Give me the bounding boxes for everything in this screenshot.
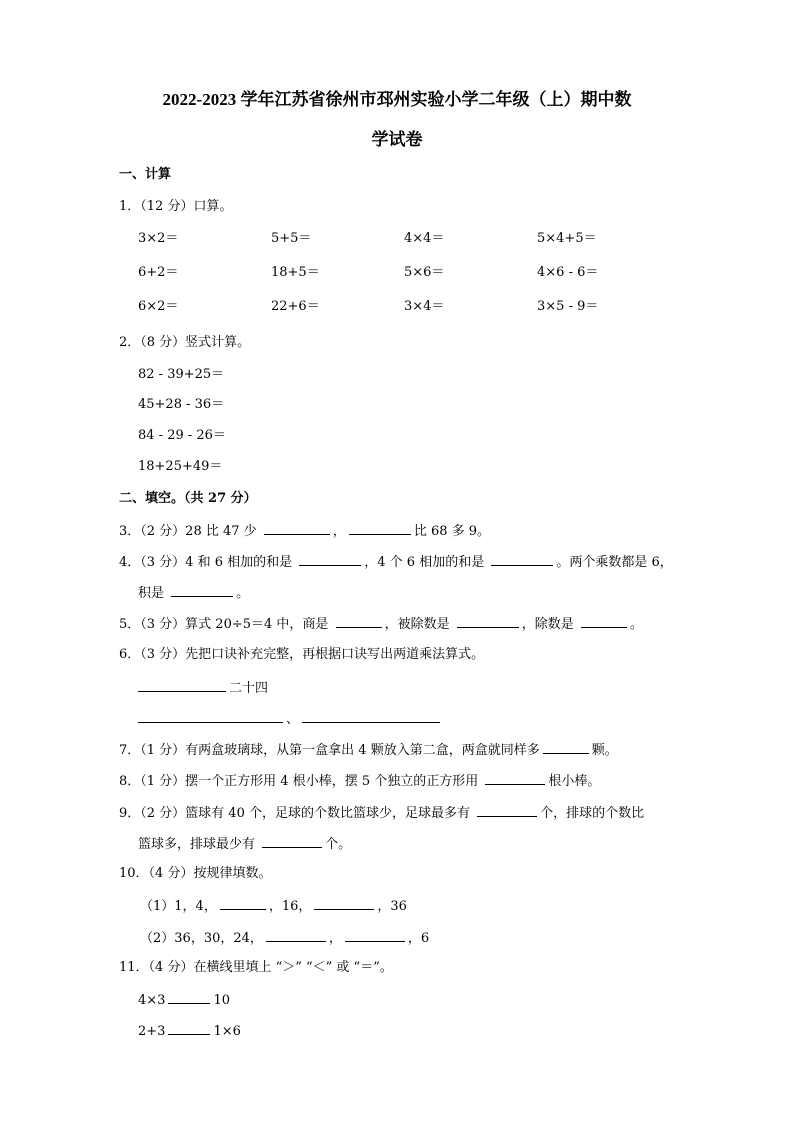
- question-3-text-c: 比 68 多 9。: [413, 524, 491, 539]
- comparison-left: 4×3: [138, 993, 166, 1008]
- question-4-text-e: 。: [236, 586, 250, 601]
- comparison-item: [138, 990, 230, 1010]
- question-5-text-b: ，被除数是: [384, 617, 450, 632]
- question-4-text-c: 。两个乘数都是 6，: [556, 555, 673, 570]
- answer-blank[interactable]: [543, 740, 589, 754]
- mental-math-item: 6+2＝: [138, 265, 179, 280]
- answer-blank[interactable]: [349, 521, 411, 535]
- question-6-equation-line: [138, 709, 443, 729]
- answer-blank[interactable]: [266, 928, 326, 942]
- answer-blank[interactable]: [138, 678, 226, 692]
- comparison-item: [138, 1021, 241, 1041]
- answer-blank[interactable]: [138, 709, 283, 723]
- question-2-stem: 2．（8 分）竖式计算。: [119, 335, 251, 350]
- question-7: [119, 740, 618, 760]
- answer-blank[interactable]: [171, 583, 233, 597]
- answer-blank[interactable]: [220, 896, 266, 910]
- answer-blank[interactable]: [457, 614, 519, 628]
- column-calc-item: 45+28 - 36＝: [138, 397, 225, 412]
- question-8: [119, 771, 600, 791]
- comparison-right: 1×6: [213, 1024, 241, 1039]
- question-9-text-c: 篮球多，排球最少有: [138, 837, 256, 852]
- answer-blank[interactable]: [168, 1021, 210, 1035]
- question-4-text-d: 积是: [138, 586, 165, 601]
- comparison-left: 2+3: [138, 1024, 166, 1039]
- answer-blank[interactable]: [168, 990, 210, 1004]
- section-1-heading: 一、计算: [119, 167, 172, 182]
- mental-math-item: 5×6＝: [404, 265, 445, 280]
- answer-blank[interactable]: [314, 896, 374, 910]
- question-7-text-a: 7．（1 分）有两盒玻璃球，从第一盒拿出 4 颗放入第二盒，两盒就同样多: [119, 743, 540, 758]
- answer-blank[interactable]: [581, 614, 627, 628]
- mental-math-item: 3×2＝: [138, 231, 179, 246]
- question-8-text-b: 根小棒。: [548, 774, 601, 789]
- document-title-line-1: 2022-2023 学年江苏省徐州市邳州实验小学二年级（上）期中数: [162, 90, 632, 109]
- separator: 、: [286, 712, 300, 727]
- answer-blank[interactable]: [485, 771, 545, 785]
- mental-math-item: 6×2＝: [138, 299, 179, 314]
- question-6-rhyme-line: [138, 678, 268, 698]
- mental-math-item: 3×5 - 9＝: [537, 299, 599, 314]
- sequence-text: ，: [328, 931, 342, 946]
- question-9-line-1: [119, 803, 644, 823]
- question-4-text-a: 4．（3 分）4 和 6 相加的和是: [119, 555, 293, 570]
- question-3-text-b: ，: [332, 524, 346, 539]
- question-5-text-a: 5．（3 分）算式 20÷5＝4 中，商是: [119, 617, 329, 632]
- section-2-heading: 二、填空。（共 27 分）: [119, 491, 257, 506]
- question-9-text-d: 个。: [325, 837, 352, 852]
- column-calc-item: 82 - 39+25＝: [138, 367, 225, 382]
- question-6-stem: 6．（3 分）先把口诀补充完整，再根据口诀写出两道乘法算式。: [119, 647, 485, 662]
- question-4-text-b: ，4 个 6 相加的和是: [364, 555, 485, 570]
- sequence-text: ，16，: [268, 899, 312, 914]
- question-9-text-a: 9．（2 分）篮球有 40 个，足球的个数比篮球少，足球最多有: [119, 806, 470, 821]
- answer-blank[interactable]: [491, 552, 553, 566]
- answer-blank[interactable]: [477, 803, 537, 817]
- question-1-stem: 1．（12 分）口算。: [119, 199, 233, 214]
- question-5-text-c: ，除数是: [521, 617, 574, 632]
- question-10-part-2: [140, 928, 429, 948]
- sequence-text: （2）36，30，24，: [140, 931, 263, 946]
- answer-blank[interactable]: [302, 709, 440, 723]
- column-calc-item: 84 - 29 - 26＝: [138, 428, 226, 443]
- mental-math-item: 3×4＝: [404, 299, 445, 314]
- answer-blank[interactable]: [336, 614, 382, 628]
- question-4-line-1: [119, 552, 673, 572]
- sequence-text: ，36: [377, 899, 407, 914]
- question-10-stem: 10．（4 分）按规律填数。: [119, 866, 272, 881]
- answer-blank[interactable]: [345, 928, 405, 942]
- question-5: [119, 614, 643, 634]
- answer-blank[interactable]: [299, 552, 361, 566]
- question-10-part-1: [140, 896, 407, 916]
- mental-math-item: 4×6 - 6＝: [537, 265, 599, 280]
- question-3-text-a: 3．（2 分）28 比 47 少: [119, 524, 257, 539]
- answer-blank[interactable]: [264, 521, 330, 535]
- question-9-line-2: [138, 834, 351, 854]
- sequence-text: ，6: [407, 931, 430, 946]
- document-title-line-2: 学试卷: [371, 130, 423, 149]
- question-8-text-a: 8．（1 分）摆一个正方形用 4 根小棒，摆 5 个独立的正方形用: [119, 774, 479, 789]
- mental-math-item: 18+5＝: [271, 265, 320, 280]
- question-5-text-d: 。: [629, 617, 643, 632]
- question-3: [119, 521, 490, 541]
- mental-math-item: 5+5＝: [271, 231, 312, 246]
- comparison-right: 10: [213, 993, 230, 1008]
- rhyme-text: 二十四: [229, 681, 269, 696]
- mental-math-item: 5×4+5＝: [537, 231, 597, 246]
- question-9-text-b: 个，排球的个数比: [540, 806, 645, 821]
- column-calc-item: 18+25+49＝: [138, 459, 223, 474]
- sequence-text: （1）1，4，: [140, 899, 217, 914]
- mental-math-item: 22+6＝: [271, 299, 320, 314]
- question-4-line-2: [138, 583, 249, 603]
- answer-blank[interactable]: [262, 834, 322, 848]
- question-11-stem: 11．（4 分）在横线里填上 “＞” “＜” 或 “＝”。: [119, 960, 393, 975]
- mental-math-item: 4×4＝: [404, 231, 445, 246]
- question-7-text-b: 颗。: [591, 743, 618, 758]
